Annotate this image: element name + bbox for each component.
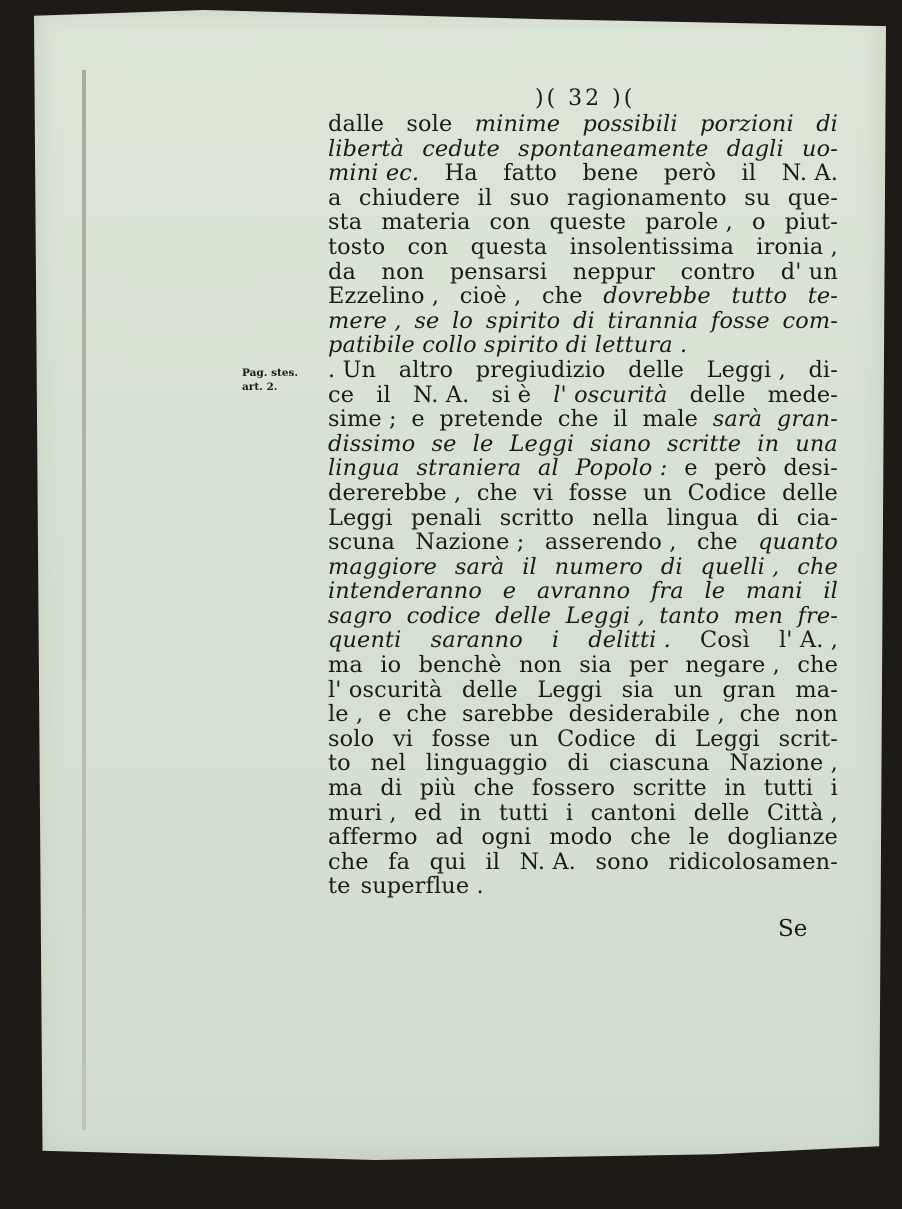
word: il: [485, 848, 501, 875]
word: dererebbe ,: [328, 479, 462, 506]
text-line: [328, 284, 838, 309]
word: ma: [328, 652, 363, 679]
word: que-: [787, 184, 838, 211]
word: to: [328, 750, 351, 777]
word: da: [328, 258, 356, 285]
page-edge-shadow: [82, 70, 86, 1130]
word: però: [663, 160, 717, 187]
word: superflue .: [360, 873, 484, 900]
text-line: [328, 260, 838, 285]
word: minime: [474, 111, 561, 137]
page-number: )( 32 )(: [535, 86, 636, 111]
word: ogni: [481, 824, 532, 851]
word: che: [557, 406, 599, 433]
word: chiudere: [358, 184, 461, 211]
word: le ,: [328, 701, 364, 728]
word: le: [472, 430, 494, 457]
word: che: [473, 775, 515, 802]
word: sono: [595, 848, 650, 875]
word: te-: [807, 283, 838, 310]
word: libertà: [328, 135, 405, 162]
word: altro: [398, 356, 454, 383]
word: patibile collo spirito di lettura .: [328, 332, 688, 359]
word: una: [795, 430, 838, 457]
word: ed: [414, 799, 443, 826]
word: scritte: [632, 775, 707, 802]
text-line: [328, 678, 838, 703]
word: spontaneamente: [518, 135, 709, 162]
margin-note-line: art. 2.: [242, 381, 278, 393]
word: scritto: [499, 504, 575, 531]
word: intenderanno: [328, 578, 483, 605]
text-line: [328, 727, 838, 752]
word: mede-: [767, 381, 838, 408]
word: quenti: [328, 627, 402, 654]
word: ma: [328, 775, 363, 802]
body-text: [328, 112, 838, 899]
word: Leggi: [328, 504, 393, 531]
word: di: [816, 111, 838, 137]
word: di: [380, 775, 403, 802]
word: Popolo :: [575, 455, 668, 482]
text-line: [328, 874, 838, 899]
word: tanto: [659, 602, 720, 629]
word: ad: [435, 824, 464, 851]
word: fra: [650, 578, 684, 605]
word: tutti: [763, 775, 814, 802]
text-line: [328, 383, 838, 408]
word: fre-: [797, 602, 838, 629]
word: delitti .: [588, 627, 671, 654]
text-line: [328, 112, 838, 137]
text-line: [328, 825, 838, 850]
word: Leggi ,: [706, 356, 786, 383]
word: sia: [579, 652, 612, 679]
word: con: [489, 209, 531, 236]
word: Città ,: [767, 799, 838, 826]
word: codice: [406, 602, 481, 629]
word: Ezzelino ,: [328, 283, 440, 310]
word: il: [613, 406, 628, 433]
word: in: [757, 430, 780, 457]
word: le: [688, 824, 710, 851]
word: un: [642, 479, 673, 506]
text-line: [328, 186, 838, 211]
word: N. A.: [781, 160, 838, 187]
word: qui: [429, 848, 466, 875]
text-line: [328, 481, 838, 506]
word: mini ec.: [328, 160, 420, 187]
word: con: [407, 233, 449, 260]
word: Nazione ,: [729, 750, 838, 777]
word: tirannia: [607, 307, 699, 334]
word: io: [380, 652, 402, 679]
word: mani: [745, 578, 803, 605]
word: contro: [680, 258, 756, 285]
word: suo: [509, 184, 550, 211]
text-line: [328, 137, 838, 162]
word: se: [414, 307, 440, 334]
word: che: [739, 701, 781, 728]
word: gran-: [776, 406, 838, 433]
word: un: [673, 676, 703, 703]
text-line: [328, 776, 838, 801]
word: lingua: [666, 504, 739, 531]
word: dovrebbe: [603, 283, 711, 310]
text-line: [328, 506, 838, 531]
word: fossero: [531, 775, 616, 802]
word: negare ,: [685, 652, 780, 679]
word: te: [328, 873, 351, 900]
word: un: [509, 725, 539, 752]
word: scritte: [667, 430, 742, 457]
text-line: [328, 161, 838, 186]
word: sime ;: [328, 406, 397, 433]
word: com-: [782, 307, 838, 334]
word: bene: [582, 160, 639, 187]
word: il: [823, 578, 838, 605]
word: fatto: [503, 160, 558, 187]
word: si è: [491, 381, 532, 408]
word: dissimo: [328, 430, 416, 457]
word: penali: [410, 504, 482, 531]
text-line: [328, 530, 838, 555]
word: le: [704, 578, 726, 605]
word: scuna: [328, 529, 395, 556]
word: al: [537, 455, 559, 482]
margin-note-line: Pag. stes.: [242, 367, 299, 379]
word: di: [660, 553, 683, 580]
word: fa: [388, 848, 411, 875]
word: spirito: [485, 307, 561, 334]
word: su: [744, 184, 771, 211]
word: delle: [495, 602, 552, 629]
text-line: [328, 801, 838, 826]
word: queste: [549, 209, 627, 236]
word: piut-: [784, 209, 838, 236]
text-line: [328, 653, 838, 678]
word: ce: [328, 381, 355, 408]
text-line: [328, 432, 838, 457]
word: e: [411, 406, 425, 433]
word: doglianze: [727, 824, 838, 851]
word: delle: [689, 381, 746, 408]
text-line: [328, 702, 838, 727]
word: avranno: [536, 578, 631, 605]
word: Leggi: [695, 725, 760, 752]
word: delle: [693, 799, 750, 826]
word: maggiore: [328, 553, 438, 580]
word: tosto: [328, 233, 386, 260]
word: in: [724, 775, 747, 802]
word: che: [797, 652, 838, 679]
word: benchè: [418, 652, 502, 679]
word: Leggi: [537, 676, 603, 703]
word: . Un: [328, 356, 377, 383]
word: dagli: [726, 135, 784, 162]
word: per: [629, 652, 668, 679]
text-line: [328, 309, 838, 334]
word: vi: [533, 479, 554, 506]
text-line: [328, 751, 838, 776]
word: pretende: [439, 406, 544, 433]
word: affermo: [328, 824, 418, 851]
word: e: [684, 455, 698, 482]
word: che: [406, 701, 448, 728]
word: tutto: [731, 283, 788, 310]
word: modo: [549, 824, 613, 851]
word: Leggi: [509, 430, 575, 457]
word: ciascuna: [608, 750, 710, 777]
word: l' oscurità: [553, 381, 668, 408]
word: linguaggio: [425, 750, 548, 777]
word: sarebbe: [461, 701, 554, 728]
word: mere ,: [328, 307, 402, 334]
word: porzioni: [700, 111, 794, 137]
word: delle: [782, 479, 838, 506]
word: che: [476, 479, 518, 506]
word: però: [714, 455, 767, 482]
word: di: [654, 725, 677, 752]
word: o: [751, 209, 766, 236]
word: scrit-: [778, 725, 838, 752]
word: l' oscurità: [328, 676, 443, 703]
word: che: [541, 283, 583, 310]
word: non: [519, 652, 562, 679]
word: ironia ,: [756, 233, 838, 260]
word: l' A. ,: [778, 627, 838, 654]
word: sole: [406, 111, 453, 137]
word: il: [741, 160, 757, 187]
word: Ha: [444, 160, 478, 187]
word: sarà: [712, 406, 763, 433]
word: di-: [808, 356, 838, 383]
text-line: [328, 579, 838, 604]
word: lo: [452, 307, 474, 334]
text-line: [328, 407, 838, 432]
word: male: [642, 406, 699, 433]
word: Leggi ,: [565, 602, 645, 629]
word: fosse: [431, 725, 491, 752]
word: lingua: [328, 455, 400, 482]
word: gran: [722, 676, 776, 703]
text-line: [328, 628, 838, 653]
word: cedute: [422, 135, 500, 162]
word: non: [795, 701, 838, 728]
word: i: [551, 627, 560, 654]
word: asserendo ,: [544, 529, 677, 556]
word: neppur: [572, 258, 656, 285]
word: saranno: [430, 627, 523, 654]
word: cioè ,: [459, 283, 522, 310]
word: i: [830, 775, 838, 802]
word: che: [696, 529, 738, 556]
word: numero: [554, 553, 644, 580]
word: il: [376, 381, 391, 408]
word: cia-: [796, 504, 838, 531]
word: cantoni: [590, 799, 677, 826]
word: quanto: [758, 529, 838, 556]
word: non: [381, 258, 425, 285]
text-line: [328, 604, 838, 629]
word: muri ,: [328, 799, 397, 826]
word: Nazione ;: [415, 529, 525, 556]
word: parole ,: [645, 209, 733, 236]
word: sarà: [454, 553, 505, 580]
word: N. A.: [412, 381, 470, 408]
word: di: [756, 504, 779, 531]
word: d' un: [780, 258, 838, 285]
text-line: [328, 210, 838, 235]
word: di: [567, 750, 590, 777]
word: possibili: [582, 111, 678, 137]
word: di: [572, 307, 595, 334]
text-line: [328, 456, 838, 481]
word: questa: [470, 233, 548, 260]
word: quelli ,: [700, 553, 780, 580]
word: fosse: [711, 307, 770, 334]
word: siano: [590, 430, 651, 457]
word: vi: [392, 725, 414, 752]
word: uo-: [802, 135, 838, 162]
word: insolentissima: [569, 233, 734, 260]
word: tutti: [498, 799, 549, 826]
word: ragionamento: [566, 184, 727, 211]
word: N. A.: [519, 848, 577, 875]
word: sagro: [328, 602, 393, 629]
word: e: [502, 578, 517, 605]
catchword: Se: [778, 916, 808, 942]
margin-note: [242, 366, 298, 394]
word: Codice: [687, 479, 767, 506]
word: a: [328, 184, 342, 211]
word: nel: [370, 750, 406, 777]
word: delle: [628, 356, 685, 383]
text-line: [328, 850, 838, 875]
text-line: [328, 358, 838, 383]
word: sia: [621, 676, 655, 703]
word: fosse: [568, 479, 628, 506]
text-line: [328, 555, 838, 580]
text-line: [328, 333, 838, 358]
word: che: [630, 824, 671, 851]
word: straniera: [416, 455, 522, 482]
word: men: [733, 602, 784, 629]
word: solo: [328, 725, 375, 752]
word: i: [565, 799, 574, 826]
word: e: [378, 701, 392, 728]
word: in: [459, 799, 482, 826]
word: se: [431, 430, 457, 457]
word: più: [419, 775, 457, 802]
word: pregiudizio: [475, 356, 606, 383]
word: ridicolosamen-: [668, 848, 838, 875]
word: che: [797, 553, 838, 580]
word: materia: [381, 209, 471, 236]
word: Così: [700, 627, 750, 654]
word: ma-: [795, 676, 838, 703]
word: il: [522, 553, 537, 580]
word: il: [477, 184, 493, 211]
word: dalle: [328, 111, 385, 137]
word: desi-: [783, 455, 838, 482]
word: Codice: [557, 725, 636, 752]
word: desiderabile ,: [568, 701, 725, 728]
word: delle: [461, 676, 518, 703]
word: nella: [592, 504, 649, 531]
word: che: [328, 848, 369, 875]
word: sta: [328, 209, 363, 236]
word: pensarsi: [449, 258, 548, 285]
text-line: [328, 235, 838, 260]
